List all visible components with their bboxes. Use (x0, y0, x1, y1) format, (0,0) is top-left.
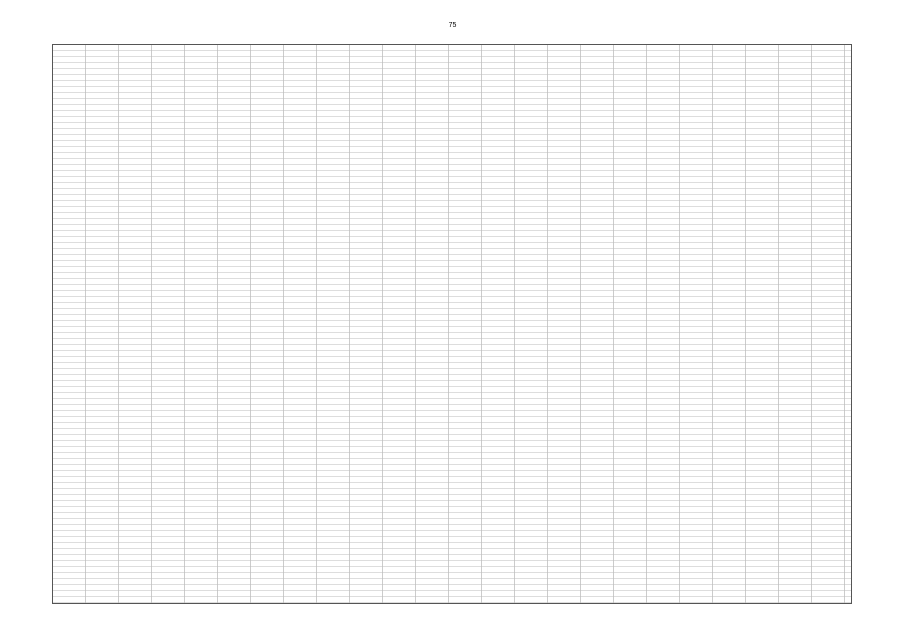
data-table (52, 44, 852, 604)
table-grid (53, 45, 851, 603)
page-number: 75 (448, 22, 457, 29)
